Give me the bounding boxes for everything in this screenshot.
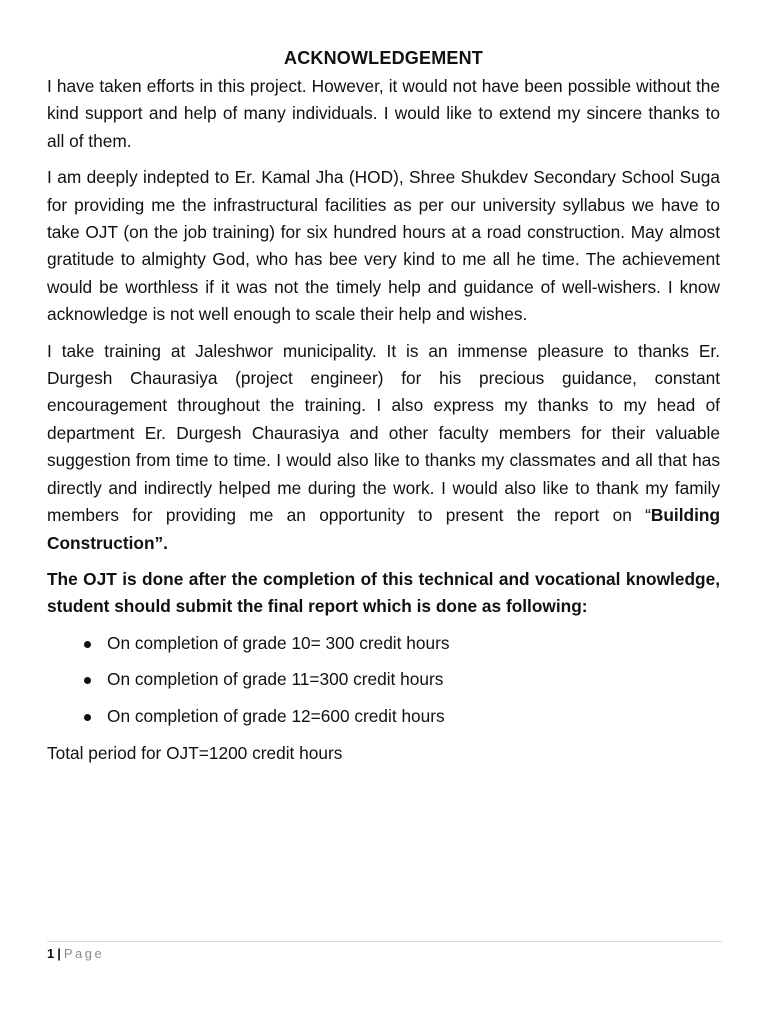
list-item xyxy=(47,703,720,730)
total-period: Total period for OJT=1200 credit hours xyxy=(47,742,343,763)
footer-separator: | xyxy=(57,946,61,961)
bullet-icon xyxy=(84,677,91,684)
paragraph-intro: I have taken efforts in this project. However, it would not have been possible without the kind support and help of many individuals. I would like to extend my sincere thanks to all of them. xyxy=(47,76,720,151)
bullet-icon xyxy=(84,641,91,648)
page-label: Page xyxy=(63,946,105,961)
document-page xyxy=(47,44,720,767)
list-item-text: On completion of grade 10= 300 credit hours xyxy=(107,632,450,653)
footer-divider xyxy=(47,941,722,942)
report-title: Building Construction”. xyxy=(47,505,720,553)
paragraph-training xyxy=(47,338,720,557)
page-number: 1 xyxy=(47,946,55,961)
list-item xyxy=(47,666,720,693)
list-item-text: On completion of grade 12=600 credit hours xyxy=(107,706,445,727)
paragraph-ojt-info: The OJT is done after the completion of this technical and vocational knowledge, student should submit the final report which is done as following: xyxy=(47,568,720,617)
credit-hours-list xyxy=(47,630,720,731)
bullet-icon xyxy=(84,714,91,721)
paragraph-training-text: I take training at Jaleshwor municipality. It is an immense pleasure to thanks Er. Durgesh Chaurasiya (project engineer) for his precious guidance, constant encouragement throughout the training. I also express my thanks to my head of department Er. Durgesh Chaurasiya and other faculty members for their valuable suggestion from time to time. I would also like to thanks my classmates and all that has directly and indirectly helped me during the work. I would also like to thank my family members for providing me an opportunity to present the report on “ xyxy=(47,340,720,526)
page-title: ACKNOWLEDGEMENT xyxy=(284,48,483,68)
paragraph-hod-thanks: I am deeply indepted to Er. Kamal Jha (HOD), Shree Shukdev Secondary School Suga for providing me the infrastructural facilities as per our university syllabus we have to take OJT (on the job training) for six hundred hours at a road construction. May almost gratitude to almighty God, who has bee very kind to me all he time. The achievement would be worthless if it was not the timely help and guidance of well-wishers. I know acknowledge is not well enough to scale their help and wishes. xyxy=(47,167,720,325)
page-footer xyxy=(47,945,104,963)
list-item-text: On completion of grade 11=300 credit hours xyxy=(107,669,444,690)
list-item xyxy=(47,630,720,657)
